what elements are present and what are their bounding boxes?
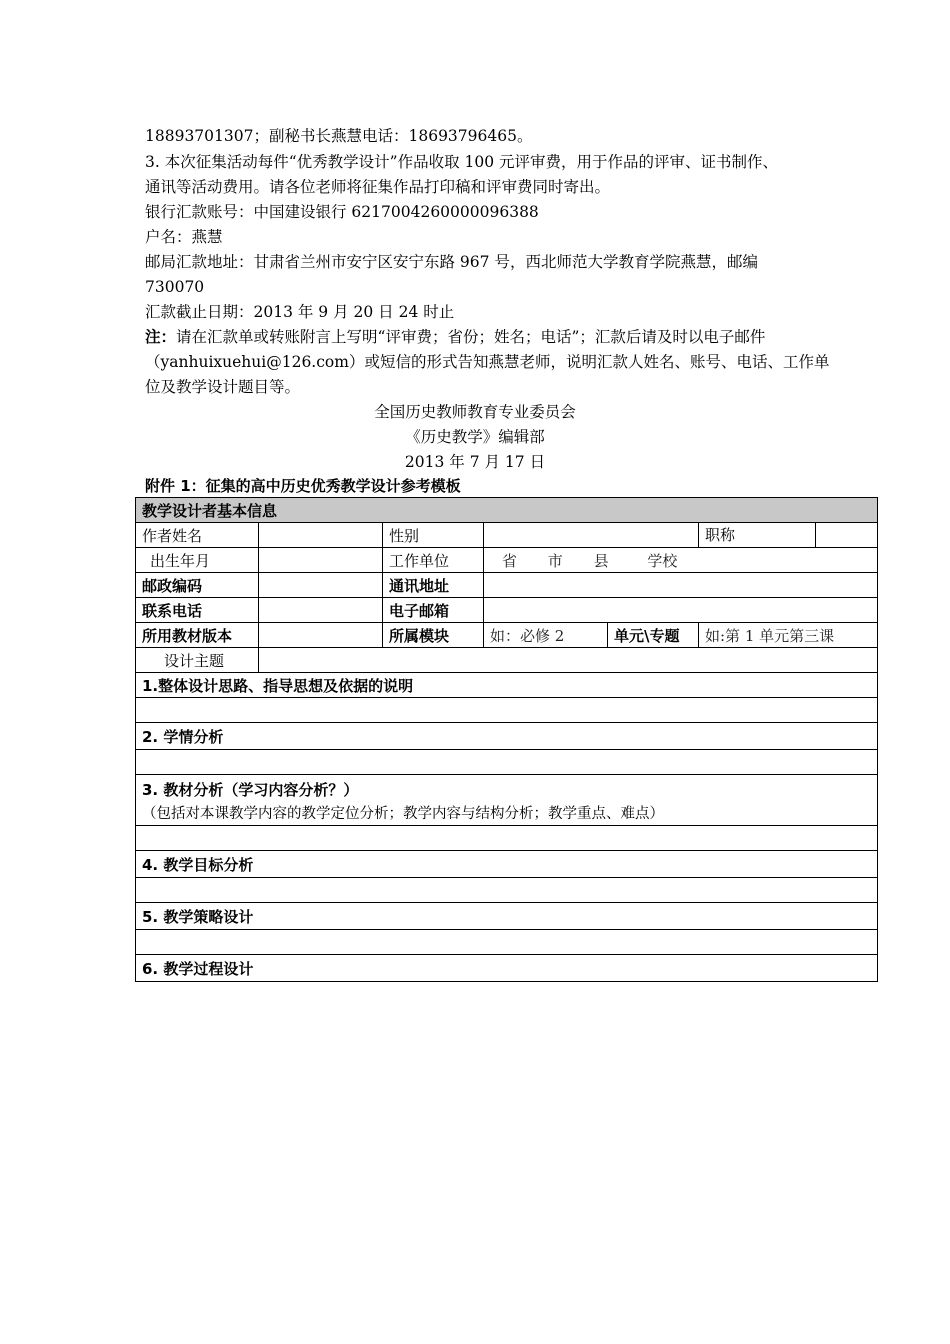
postal-code-field[interactable] (259, 573, 383, 598)
theme-label: 设计主题 (136, 648, 259, 673)
section-3-subheading: （包括对本课教学内容的教学定位分析；教学内容与结构分析；教学重点、难点） (142, 806, 664, 822)
notice-line-1: 18893701307；副秘书长燕慧电话：18693796465。 (145, 127, 533, 145)
birth-label: 出生年月 (136, 548, 259, 573)
section-3-heading-cell (136, 775, 878, 826)
note-line-1 (145, 325, 765, 349)
section-1-field[interactable] (136, 698, 878, 723)
title-cell (699, 523, 878, 548)
signature-date: 2013 年 7 月 17 日 (404, 453, 546, 471)
work-unit-field[interactable] (484, 548, 878, 573)
author-name-field[interactable] (259, 523, 383, 548)
textbook-label: 所用教材版本 (136, 623, 259, 648)
county-text: 县 (593, 551, 609, 570)
section-5-heading: 5. 教学策略设计 (136, 903, 878, 930)
section-1-heading: 1.整体设计思路、指导思想及依据的说明 (136, 673, 878, 698)
section-3-field[interactable] (136, 826, 878, 851)
gender-field[interactable] (484, 523, 699, 548)
note-line-2: （yanhuixuehui@126.com）或短信的形式告知燕慧老师，说明汇款人姓名、账号、电话、工作单 (145, 353, 830, 371)
theme-field[interactable] (259, 648, 878, 673)
gender-label: 性别 (383, 523, 484, 548)
section-3-heading: 3. 教材分析（学习内容分析？） (142, 781, 359, 799)
postal-code-label: 邮政编码 (136, 573, 259, 598)
section-2-field[interactable] (136, 750, 878, 775)
signature-org: 全国历史教师教育专业委员会 (374, 403, 576, 421)
school-text: 学校 (647, 551, 678, 570)
email-label: 电子邮箱 (383, 598, 484, 623)
birth-field[interactable] (259, 548, 383, 573)
note-text-1: 请在汇款单或转账附言上写明“评审费；省份；姓名；电话”；汇款后请及时以电子邮件 (176, 328, 766, 346)
post-address: 邮局汇款地址：甘肃省兰州市安宁区安宁东路 967 号，西北师范大学教育学院燕慧，邮编 (145, 253, 758, 271)
mail-address-field[interactable] (484, 573, 878, 598)
email-field[interactable] (484, 598, 878, 623)
module-field[interactable]: 如：必修 2 (484, 623, 608, 648)
section-4-field[interactable] (136, 878, 878, 903)
province-text: 省 (502, 551, 518, 570)
title-label: 职称 (699, 523, 816, 547)
phone-field[interactable] (259, 598, 383, 623)
city-text: 市 (547, 551, 563, 570)
phone-label: 联系电话 (136, 598, 259, 623)
postcode: 730070 (145, 278, 205, 296)
notice-line-2: 3. 本次征集活动每件“优秀教学设计”作品收取 100 元评审费，用于作品的评审、证书制作、 (145, 153, 779, 171)
author-name-label: 作者姓名 (136, 523, 259, 548)
section-2-heading: 2. 学情分析 (136, 723, 878, 750)
title-field[interactable] (816, 523, 877, 547)
textbook-field[interactable] (259, 623, 383, 648)
note-line-3: 位及教学设计题目等。 (145, 378, 301, 396)
unit-label: 单元\专题 (608, 623, 699, 648)
account-name: 户名：燕慧 (145, 228, 223, 246)
attachment-title: 附件 1：征集的高中历史优秀教学设计参考模板 (145, 477, 461, 495)
basic-info-header: 教学设计者基本信息 (136, 498, 878, 523)
unit-field[interactable]: 如:第 1 单元第三课 (699, 623, 878, 648)
work-unit-label: 工作单位 (383, 548, 484, 573)
mail-address-label: 通讯地址 (383, 573, 484, 598)
remit-deadline: 汇款截止日期：2013 年 9 月 20 日 24 时止 (145, 303, 455, 321)
section-6-heading: 6. 教学过程设计 (136, 955, 878, 982)
note-label: 注： (145, 327, 177, 346)
notice-line-3: 通讯等活动费用。请各位老师将征集作品打印稿和评审费同时寄出。 (145, 178, 611, 196)
bank-account: 银行汇款账号：中国建设银行 6217004260000096388 (145, 203, 539, 221)
section-4-heading: 4. 教学目标分析 (136, 851, 878, 878)
signature-dept: 《历史教学》编辑部 (405, 428, 545, 446)
module-label: 所属模块 (383, 623, 484, 648)
design-template-table (135, 497, 878, 982)
section-5-field[interactable] (136, 930, 878, 955)
